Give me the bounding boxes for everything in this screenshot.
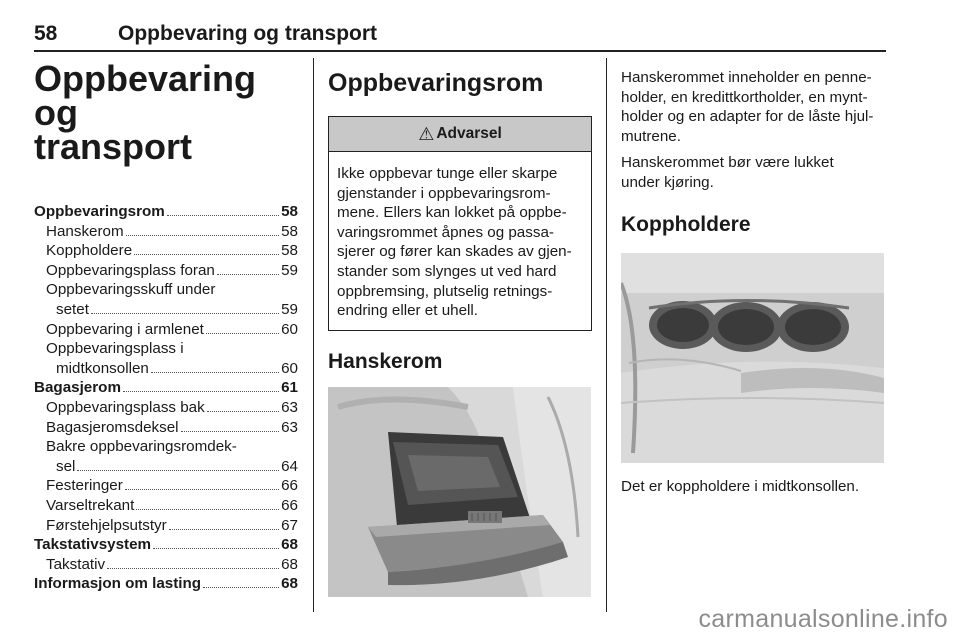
glovebox-closed-note: Hanskerommet bør være lukket under kjøring. <box>621 154 834 191</box>
toc-entry-oppbevaring-i-armlenet[interactable]: Oppbevaring i armlenet 60 <box>46 320 298 338</box>
chapter-title: Oppbevaring og transport <box>34 58 257 167</box>
toc-entry-oppbevaringsplass-foran[interactable]: Oppbevaringsplass foran 59 <box>46 261 298 279</box>
running-title: Oppbevaring og transport <box>118 22 378 45</box>
content-column-right <box>621 58 885 496</box>
toc-entry-bagasjerom[interactable]: Bagasjerom 61 <box>34 379 298 397</box>
toc-entry-forstehjelpsutstyr[interactable]: Førstehjelpsutstyr 67 <box>46 516 298 534</box>
warning-header: ⚠ Advarsel <box>329 117 591 152</box>
glovebox-description: Hanskerommet inneholder en penne- holder, en kredittkortholder, en mynt- holder og en adapter for de låste hjul- mutrene. <box>621 69 874 145</box>
warning-box <box>328 116 592 331</box>
warning-triangle-icon: ⚠ <box>418 123 435 144</box>
cupholder-photo <box>621 253 884 463</box>
warning-text: Ikke oppbevar tunge eller skarpe gjenstander i oppbevaringsrom- mene. Ellers kan lokket på oppbe- varingsrommet åpnes og passa- sjerer og fører kan skades av gjen- stander som slynges ut ved hard oppbremsing, plutselig retnings- endring eller et uhell. <box>337 165 572 320</box>
toc-entry-koppholdere[interactable]: Koppholdere 58 <box>46 242 298 260</box>
toc-entry-oppbevaringsrom[interactable]: Oppbevaringsrom 58 <box>34 203 298 220</box>
glovebox-photo <box>328 387 591 597</box>
toc-entry-informasjon-om-lasting[interactable]: Informasjon om lasting 68 <box>34 575 298 593</box>
running-header <box>34 18 886 52</box>
cupholder-description: Det er koppholdere i midtkonsollen. <box>621 477 860 495</box>
toc-entry-hanskerom[interactable]: Hanskerom 58 <box>46 222 298 240</box>
toc-entry-varseltrekant[interactable]: Varseltrekant 66 <box>46 496 298 514</box>
toc-entry-festeringer[interactable]: Festeringer 66 <box>46 477 298 495</box>
toc-entry-oppbevaringsskuff-under-setet[interactable]: Oppbevaringsskuff under setet 59 <box>46 281 298 318</box>
cupholder-illustration <box>621 253 884 463</box>
content-column-middle <box>328 58 592 597</box>
toc-column <box>34 58 298 594</box>
column-divider <box>313 58 314 612</box>
toc-entry-takstativsystem[interactable]: Takstativsystem 68 <box>34 536 298 554</box>
section-title: Oppbevaringsrom <box>328 69 544 97</box>
toc-entry-bakre-oppbevaringsromdeksel[interactable]: Bakre oppbevaringsromdek- sel 64 <box>46 438 298 475</box>
glovebox-illustration <box>328 387 591 597</box>
table-of-contents <box>34 202 298 594</box>
subsection-title-koppholdere: Koppholdere <box>621 212 751 236</box>
toc-entry-takstativ[interactable]: Takstativ 68 <box>46 555 298 573</box>
toc-entry-oppbevaringsplass-i-midtkonsollen[interactable]: Oppbevaringsplass i midtkonsollen 60 <box>46 340 298 377</box>
page-number: 58 <box>34 22 58 45</box>
toc-entry-bagasjeromsdeksel[interactable]: Bagasjeromsdeksel 63 <box>46 418 298 436</box>
watermark: carmanualsonline.info <box>698 605 948 633</box>
toc-entry-oppbevaringsplass-bak[interactable]: Oppbevaringsplass bak 63 <box>46 398 298 416</box>
column-divider <box>606 58 607 612</box>
subsection-title-hanskerom: Hanskerom <box>328 349 443 373</box>
